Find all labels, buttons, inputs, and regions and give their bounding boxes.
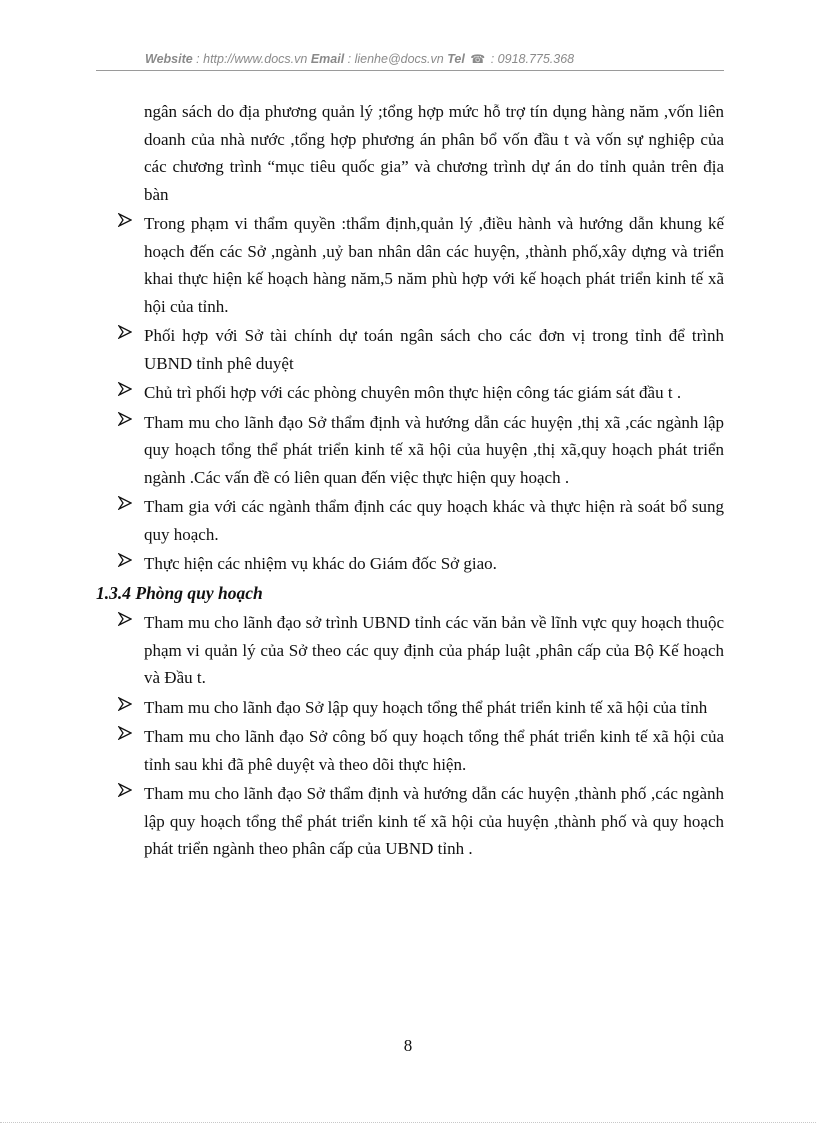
- bullet-list-b: [96, 609, 724, 863]
- list-item: [144, 780, 724, 863]
- arrow-bullet-icon: [118, 726, 132, 740]
- list-item: [144, 493, 724, 548]
- arrow-bullet-icon: [118, 783, 132, 797]
- list-item: [144, 609, 724, 692]
- list-item-text: Trong phạm vi thẩm quyền :thẩm định,quản lý ,điều hành và hướng dẫn khung kế hoạch đến các Sở ,ngành ,uỷ ban nhân dân các huyện, ,thành phố,xây dựng và triển khai thực hiện kế hoạch hàng năm,5 năm phù hợp với kế hoạch phát triển kinh tế xã hội của tỉnh.: [144, 214, 724, 316]
- email-value: : lienhe@docs.vn: [344, 52, 448, 66]
- list-item-text: Tham mu cho lãnh đạo Sở lập quy hoạch tổng thể phát triển kinh tế xã hội của tỉnh: [144, 697, 708, 717]
- list-item-text: Thực hiện các nhiệm vụ khác do Giám đốc Sở giao.: [144, 554, 497, 573]
- list-item: [144, 694, 724, 722]
- arrow-bullet-icon: [118, 697, 132, 711]
- arrow-bullet-icon: [118, 612, 132, 626]
- section-heading: 1.3.4 Phòng quy hoạch: [96, 582, 263, 603]
- telephone-icon: ☎: [470, 52, 486, 66]
- list-item-text: Tham gia với các ngành thẩm định các quy hoạch khác và thực hiện rà soát bổ sung quy hoạch.: [144, 497, 724, 544]
- list-item: [144, 210, 724, 320]
- list-item: [144, 409, 724, 492]
- list-item-text: Tham mu cho lãnh đạo Sở thẩm định và hướng dẫn các huyện ,thành phố ,các ngành lập quy hoạch tổng thể phát triển kinh tế xã hội của huyện ,thành phố và quy hoạch phát triển ngành theo phân cấp của UBND tỉnh .: [144, 784, 724, 858]
- arrow-bullet-icon: [118, 496, 132, 510]
- website-label: Website: [145, 52, 193, 66]
- list-item: [144, 379, 724, 407]
- tel-value: : 0918.775.368: [487, 52, 575, 66]
- list-item-text: Tham mu cho lãnh đạo Sở công bố quy hoạch tổng thể phát triển kinh tế xã hội của tỉnh sau khi đã phê duyệt và theo dõi thực hiện.: [144, 727, 724, 774]
- arrow-bullet-icon: [118, 412, 132, 426]
- list-item-text: Tham mu cho lãnh đạo Sở thẩm định và hướng dẫn các huyện ,thị xã ,các ngành lập quy hoạch tổng thể phát triển kinh tế xã hội của huyện ,thị xã,quy hoạch phát triển ngành .Các vấn đề có liên quan đến việc thực hiện quy hoạch .: [144, 412, 724, 487]
- email-label: Email: [310, 52, 345, 66]
- list-item-text: Phối hợp với Sở tài chính dự toán ngân sách cho các đơn vị trong tỉnh để trình UBND tỉnh phê duyệt: [144, 326, 724, 373]
- list-item: [144, 322, 724, 377]
- arrow-bullet-icon: [118, 325, 132, 339]
- intro-paragraph: ngân sách do địa phương quản lý ;tổng hợp mức hỗ trợ tín dụng hàng năm ,vốn liên doanh của nhà nước ,tổng hợp phương án phân bổ vốn đầu t và vốn sự nghiệp của các chương trình “mục tiêu quốc gia” và chương trình dự án do tỉnh quản trên địa bàn: [144, 102, 724, 204]
- list-item-text: Chủ trì phối hợp với các phòng chuyên môn thực hiện công tác giám sát đầu t .: [144, 383, 682, 402]
- arrow-bullet-icon: [118, 382, 132, 396]
- page-header: [145, 52, 685, 66]
- bullet-list-a: [96, 210, 724, 578]
- page-content: [96, 98, 724, 865]
- tel-label: Tel: [447, 52, 465, 66]
- arrow-bullet-icon: [118, 213, 132, 227]
- list-item-text: Tham mu cho lãnh đạo sở trình UBND tỉnh các văn bản về lĩnh vực quy hoạch thuộc phạm vi quản lý của Sở theo các quy định của pháp luật ,phân cấp của Bộ Kế hoạch và Đầu t.: [144, 613, 724, 687]
- list-item: [144, 550, 724, 578]
- list-item: [144, 723, 724, 778]
- header-divider: [96, 70, 724, 71]
- page-number: 8: [403, 1036, 413, 1055]
- website-value: : http://www.docs.vn: [192, 52, 311, 66]
- arrow-bullet-icon: [118, 553, 132, 567]
